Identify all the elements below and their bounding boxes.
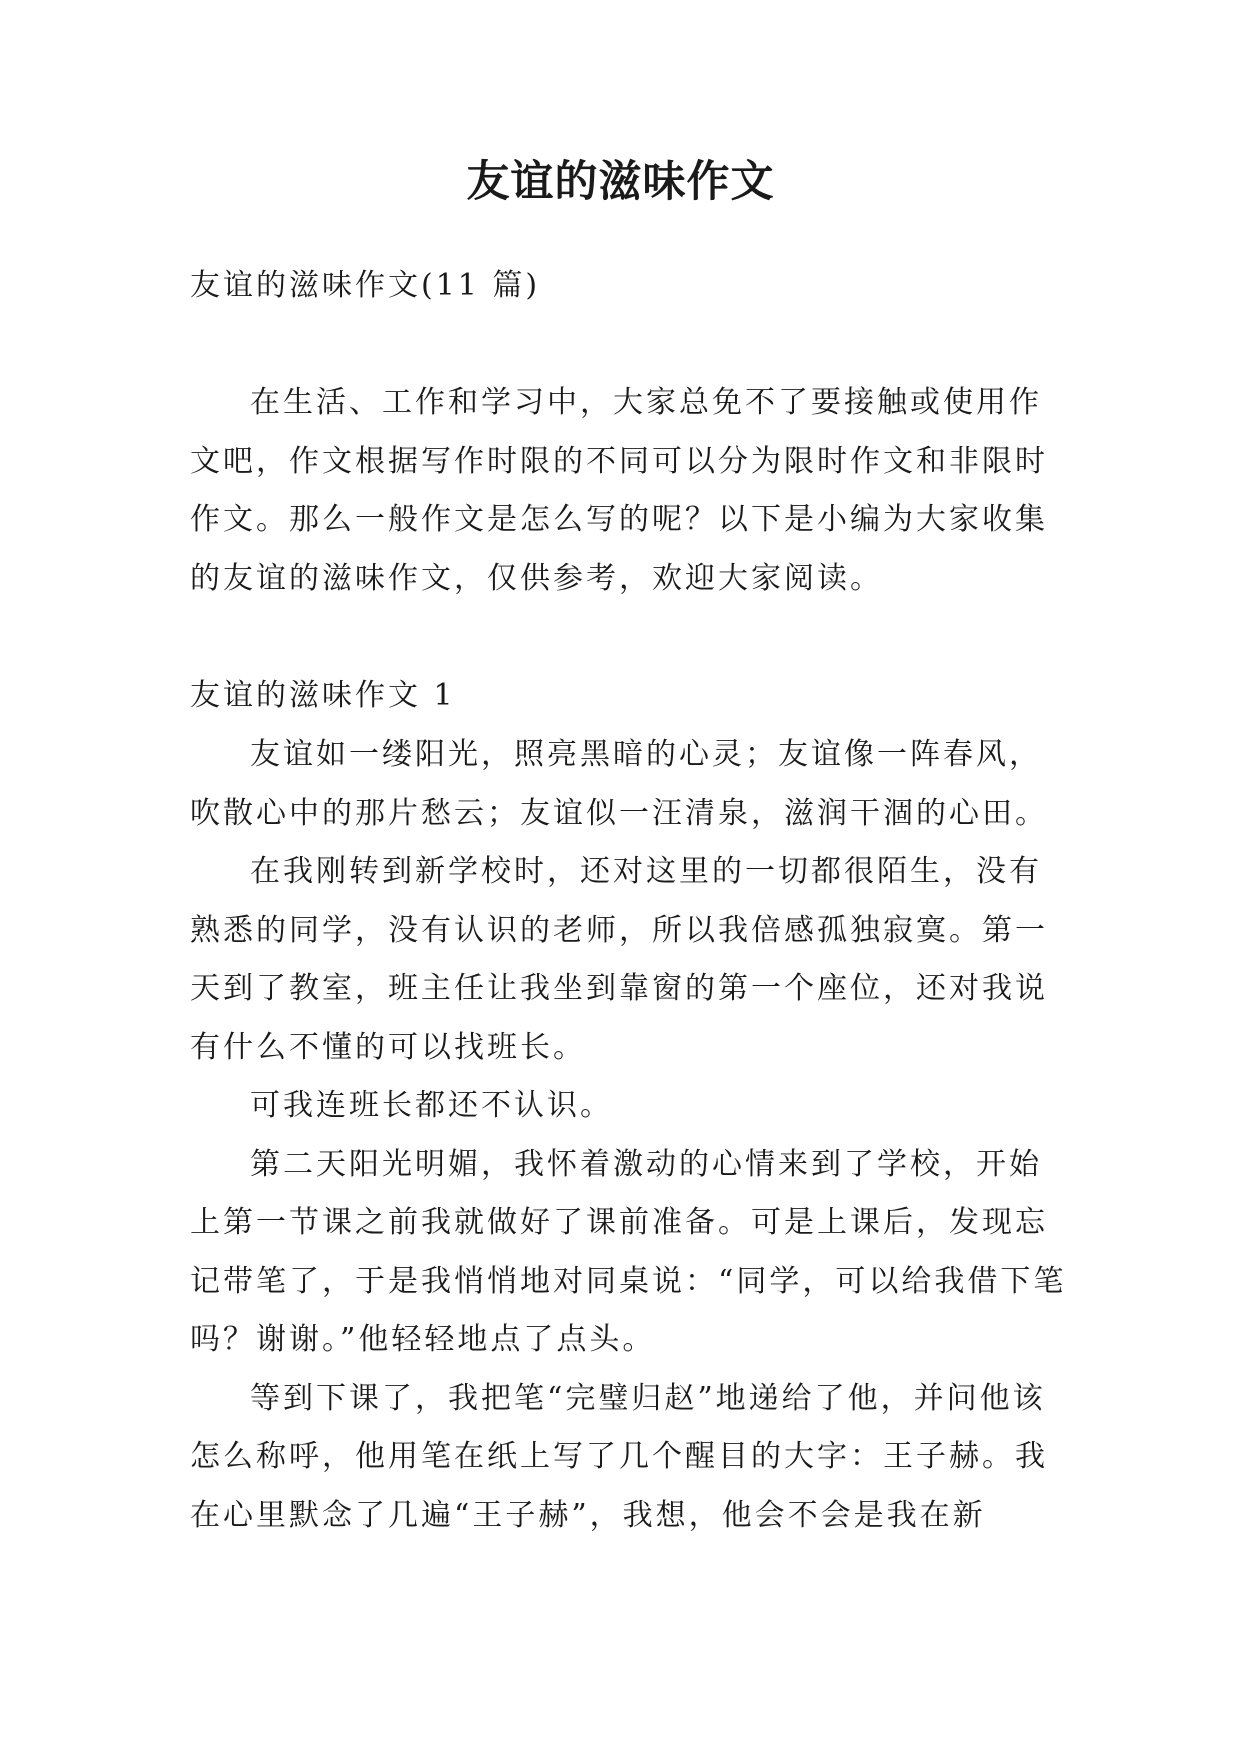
body-paragraph: 在我刚转到新学校时，还对这里的一切都很陌生，没有熟悉的同学，没有认识的老师，所以我倍感孤独寂寞。第一天到了教室，班主任让我坐到靠窗的第一个座位，还对我说有什么不懂的可以找班长。 — [190, 854, 1048, 1065]
body-paragraph: 等到下课了，我把笔“完璧归赵”地递给了他，并问他该怎么称呼，他用笔在纸上写了几个醒目的大字：王子赫。我在心里默念了几遍“王子赫”，我想，他会不会是我在新 — [190, 1380, 1048, 1533]
section-heading: 友谊的滋味作文 1 — [190, 678, 456, 713]
body-paragraph: 友谊如一缕阳光，照亮黑暗的心灵；友谊像一阵春风，吹散心中的那片愁云；友谊似一汪清泉，滋润干涸的心田。 — [190, 737, 1048, 831]
document-subtitle: 友谊的滋味作文(11 篇) — [190, 268, 541, 303]
body-paragraph: 第二天阳光明媚，我怀着激动的心情来到了学校，开始上第一节课之前我就做好了课前准备。可是上课后，发现忘记带笔了，于是我悄悄地对同桌说：“同学，可以给我借下笔吗？谢谢。”他轻轻地点了点头。 — [190, 1146, 1067, 1357]
body-paragraph: 可我连班长都还不认识。 — [250, 1088, 613, 1123]
document-title: 友谊的滋味作文 — [466, 157, 775, 207]
intro-paragraph: 在生活、工作和学习中，大家总免不了要接触或使用作文吧，作文根据写作时限的不同可以分为限时作文和非限时作文。那么一般作文是怎么写的呢？以下是小编为大家收集的友谊的滋味作文，仅供参考，欢迎大家阅读。 — [190, 385, 1048, 596]
document-body — [190, 256, 1070, 1545]
